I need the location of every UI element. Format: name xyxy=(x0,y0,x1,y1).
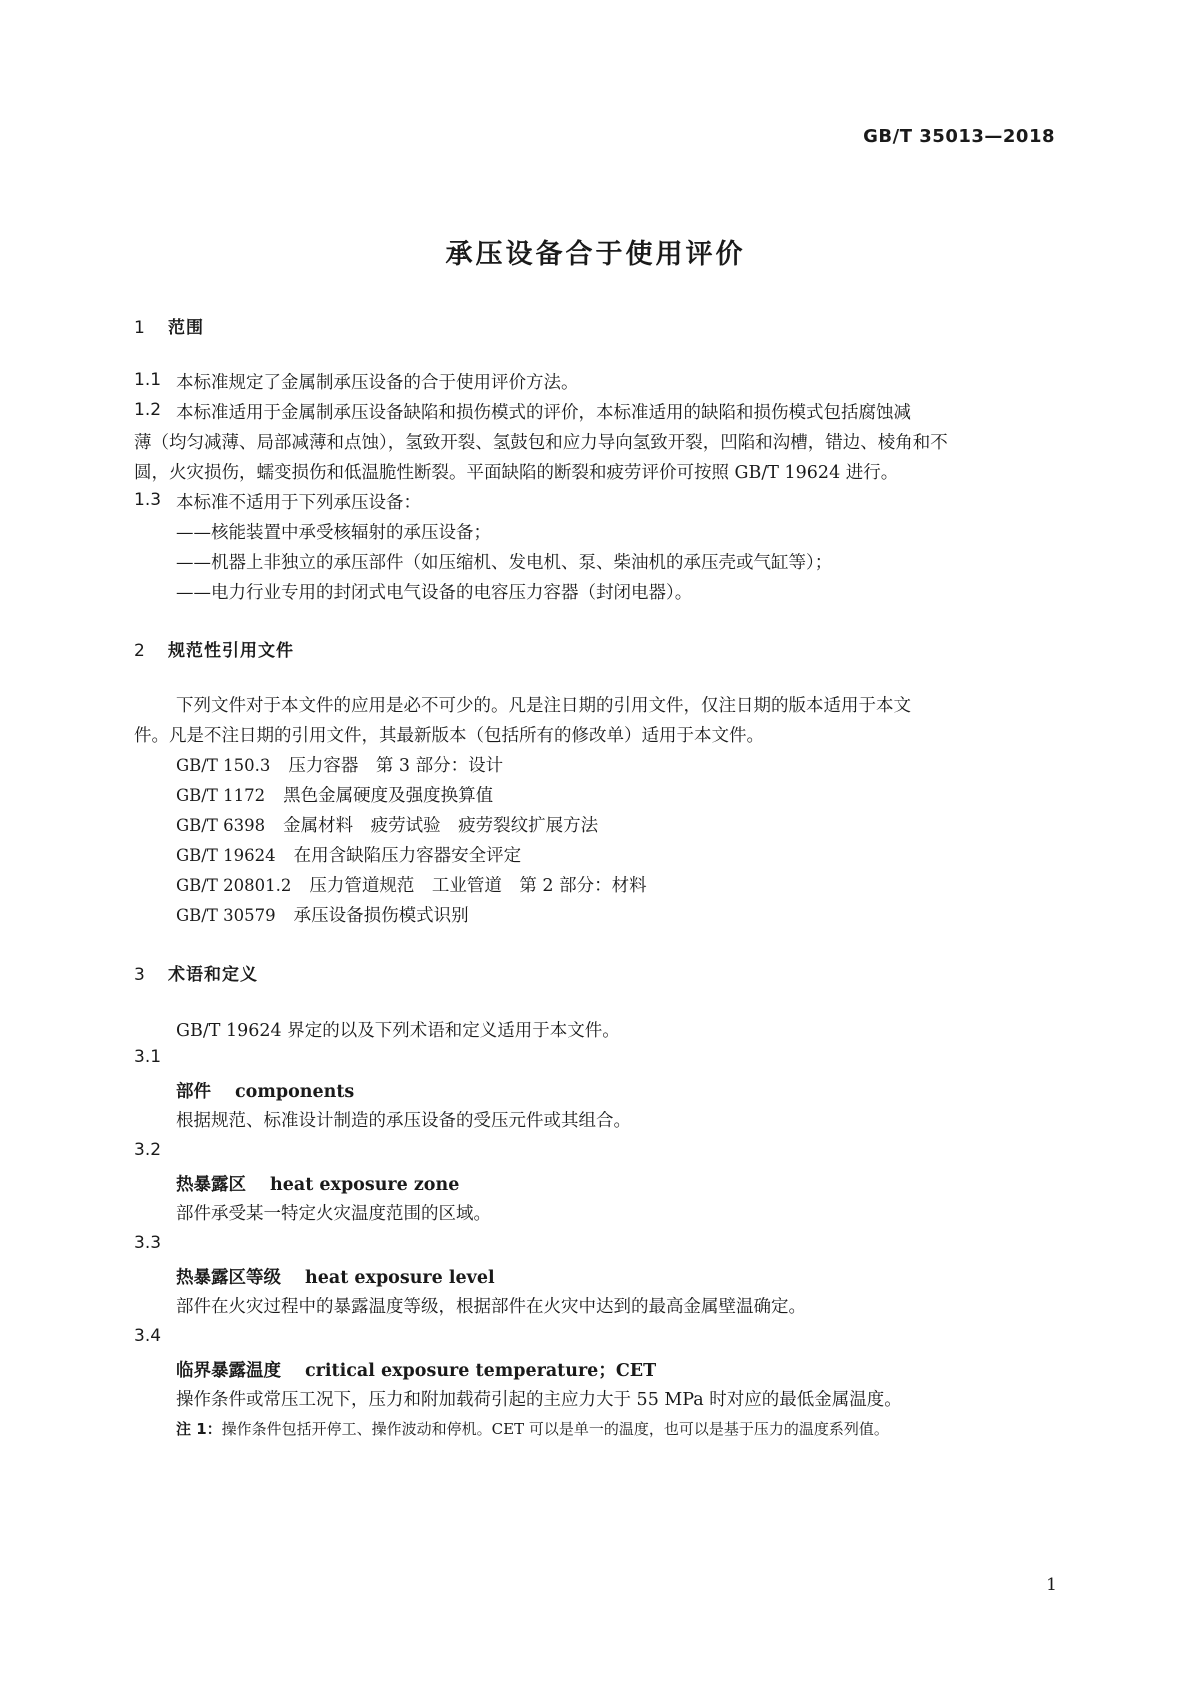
section-heading-scope xyxy=(134,313,204,338)
paragraph-text: 下列文件对于本文件的应用是必不可少的。凡是注日期的引用文件，仅注日期的版本适用于本文 xyxy=(176,696,911,716)
section-number: 3 xyxy=(134,965,146,985)
clause-number: 1.2 xyxy=(134,400,162,420)
section-number: 2 xyxy=(134,641,146,661)
list-item: ——核能装置中承受核辐射的承压设备； xyxy=(176,523,491,543)
clause-text-continued: 圆，火灾损伤，蠕变损伤和低温脆性断裂。平面缺陷的断裂和疲劳评价可按照 GB/T 19624 进行。 xyxy=(134,463,899,483)
paragraph-text: GB/T 19624 界定的以及下列术语和定义适用于本文件。 xyxy=(176,1021,620,1041)
reference-title: 在用含缺陷压力容器安全评定 xyxy=(293,846,522,866)
term-chinese: 热暴露区 xyxy=(176,1175,246,1195)
term-number: 3.4 xyxy=(134,1326,162,1346)
clause-text-continued: 薄（均匀减薄、局部减薄和点蚀），氢致开裂、氢鼓包和应力导向氢致开裂，凹陷和沟槽，错边、棱角和不 xyxy=(134,433,948,453)
term-definition: 部件承受某一特定火灾温度范围的区域。 xyxy=(176,1204,491,1224)
reference-item xyxy=(176,902,469,927)
term-definition: 根据规范、标准设计制造的承压设备的受压元件或其组合。 xyxy=(176,1111,631,1131)
reference-item xyxy=(176,872,647,897)
reference-code: GB/T 20801.2 xyxy=(176,876,292,895)
term-name xyxy=(176,1357,656,1382)
reference-title: 承压设备损伤模式识别 xyxy=(293,906,469,926)
standard-code: GB/T 35013—2018 xyxy=(863,126,1055,147)
term-name xyxy=(176,1264,495,1289)
reference-title: 压力管道规范 工业管道 第 2 部分：材料 xyxy=(309,876,647,896)
clause-number: 1.3 xyxy=(134,490,162,510)
clause-number: 1.1 xyxy=(134,370,162,390)
page-number: 1 xyxy=(1046,1575,1057,1595)
note-text: 操作条件包括开停工、操作波动和停机。CET 可以是单一的温度，也可以是基于压力的温度系列值。 xyxy=(221,1420,889,1438)
term-chinese: 部件 xyxy=(176,1082,211,1102)
term-name xyxy=(176,1171,459,1196)
note-label: 注 1： xyxy=(176,1420,222,1438)
section-number: 1 xyxy=(134,318,146,338)
reference-code: GB/T 150.3 xyxy=(176,756,271,775)
reference-title: 压力容器 第 3 部分：设计 xyxy=(288,756,504,776)
term-chinese: 临界暴露温度 xyxy=(176,1361,281,1381)
term-number: 3.3 xyxy=(134,1233,162,1253)
section-heading-terms-and-definitions xyxy=(134,960,258,985)
term-definition: 操作条件或常压工况下，压力和附加载荷引起的主应力大于 55 MPa 时对应的最低金属温度。 xyxy=(176,1390,902,1410)
clause-text: 本标准不适用于下列承压设备： xyxy=(176,493,421,513)
reference-code: GB/T 30579 xyxy=(176,906,276,925)
section-title: 术语和定义 xyxy=(168,965,258,985)
reference-title: 黑色金属硬度及强度换算值 xyxy=(283,786,494,806)
paragraph-text-continued: 件。凡是不注日期的引用文件，其最新版本（包括所有的修改单）适用于本文件。 xyxy=(134,726,764,746)
reference-code: GB/T 1172 xyxy=(176,786,266,805)
term-definition: 部件在火灾过程中的暴露温度等级，根据部件在火灾中达到的最高金属壁温确定。 xyxy=(176,1297,806,1317)
term-chinese: 热暴露区等级 xyxy=(176,1268,281,1288)
list-item: ——机器上非独立的承压部件（如压缩机、发电机、泵、柴油机的承压壳或气缸等）； xyxy=(176,553,833,573)
term-english: heat exposure level xyxy=(305,1268,495,1288)
term-english: critical exposure temperature；CET xyxy=(305,1361,657,1381)
reference-item xyxy=(176,782,493,807)
reference-code: GB/T 6398 xyxy=(176,816,266,835)
term-english: heat exposure zone xyxy=(270,1175,460,1195)
section-title: 范围 xyxy=(168,318,204,338)
term-english: components xyxy=(235,1082,355,1102)
document-title: 承压设备合于使用评价 xyxy=(445,239,746,270)
list-item: ——电力行业专用的封闭式电气设备的电容压力容器（封闭电器）。 xyxy=(176,583,693,603)
term-number: 3.2 xyxy=(134,1140,162,1160)
reference-item xyxy=(176,842,521,867)
term-name xyxy=(176,1078,354,1103)
reference-code: GB/T 19624 xyxy=(176,846,276,865)
section-title: 规范性引用文件 xyxy=(168,641,294,661)
section-heading-normative-references xyxy=(134,636,294,661)
clause-text: 本标准规定了金属制承压设备的合于使用评价方法。 xyxy=(176,373,579,393)
reference-title: 金属材料 疲劳试验 疲劳裂纹扩展方法 xyxy=(283,816,599,836)
reference-item xyxy=(176,752,503,777)
note xyxy=(176,1418,889,1439)
reference-item xyxy=(176,812,598,837)
clause-text: 本标准适用于金属制承压设备缺陷和损伤模式的评价，本标准适用的缺陷和损伤模式包括腐蚀减 xyxy=(176,403,911,423)
term-number: 3.1 xyxy=(134,1047,162,1067)
